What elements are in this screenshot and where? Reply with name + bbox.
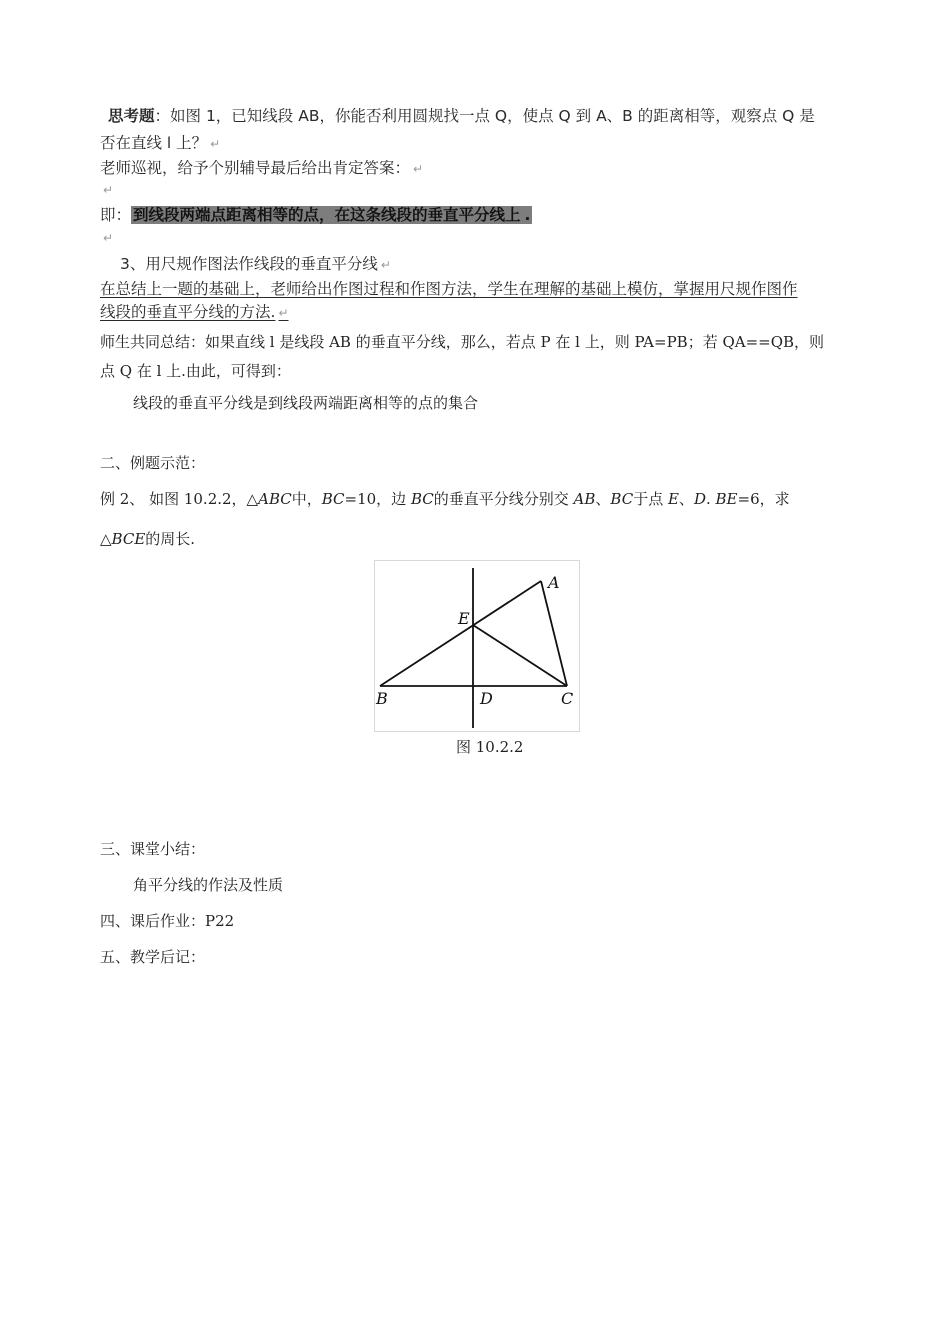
label-a: A: [548, 573, 560, 592]
summary-conclusion: 线段的垂直平分线是到线段两端距离相等的点的集合: [133, 394, 479, 412]
segment-ac: [541, 581, 567, 686]
segment-ba: [380, 581, 541, 686]
think-question-line1: 思考题：如图 1，已知线段 AB，你能否利用圆规找一点 Q，使点 Q 到 A、B 的距离相等，观察点 Q 是: [108, 107, 815, 125]
example-line2: △BCE的周长.: [100, 530, 196, 548]
label-c: C: [561, 689, 574, 708]
empty-paragraph: ↵: [103, 231, 114, 245]
label-e: E: [458, 609, 470, 628]
summary-line1: 师生共同总结：如果直线 l 是线段 AB 的垂直平分线，那么，若点 P 在 l 上，则 PA=PB；若 QA==QB，则: [100, 333, 825, 351]
answer-line: 即： 到线段两端点距离相等的点，在这条线段的垂直平分线上 .: [100, 206, 531, 224]
section3-title: 3、用尺规作图法作线段的垂直平分线 ↵: [120, 255, 391, 273]
section2-title: 二、例题示范：: [100, 454, 206, 472]
think-question-line2: 否在直线 l 上？ ↵: [100, 134, 221, 152]
section5-postscript: 五、教学后记：: [100, 948, 206, 966]
label-d: D: [480, 689, 493, 708]
section3-paragraph-line1: 在总结上一题的基础上，老师给出作图过程和作图方法，学生在理解的基础上模仿，掌握用尺规作图作: [100, 280, 798, 298]
teacher-tour-text: 老师巡视，给予个别辅导最后给出肯定答案： ↵: [100, 159, 424, 177]
example-line1: 例 2、 如图 10.2.2，△ABC中，BC=10，边 BC的垂直平分线分别交 AB、BC于点 E、D. BE=6，求: [100, 490, 790, 508]
label-b: B: [376, 689, 388, 708]
segment-ec: [473, 625, 567, 686]
section4-homework: 四、课后作业：P22: [100, 912, 235, 930]
think-label: 思考题: [108, 107, 155, 125]
geometry-figure: [374, 560, 580, 732]
figure-caption: 图 10.2.2: [456, 738, 524, 756]
section3-summary-body: 角平分线的作法及性质: [133, 876, 284, 894]
section3-summary-title: 三、课堂小结：: [100, 840, 206, 858]
empty-paragraph: ↵: [103, 183, 114, 197]
section3-paragraph-line2: 线段的垂直平分线的方法. ↵: [100, 303, 289, 321]
answer-highlight: 到线段两端点距离相等的点，在这条线段的垂直平分线上: [133, 206, 521, 224]
summary-line2: 点 Q 在 l 上.由此，可得到：: [100, 362, 291, 380]
